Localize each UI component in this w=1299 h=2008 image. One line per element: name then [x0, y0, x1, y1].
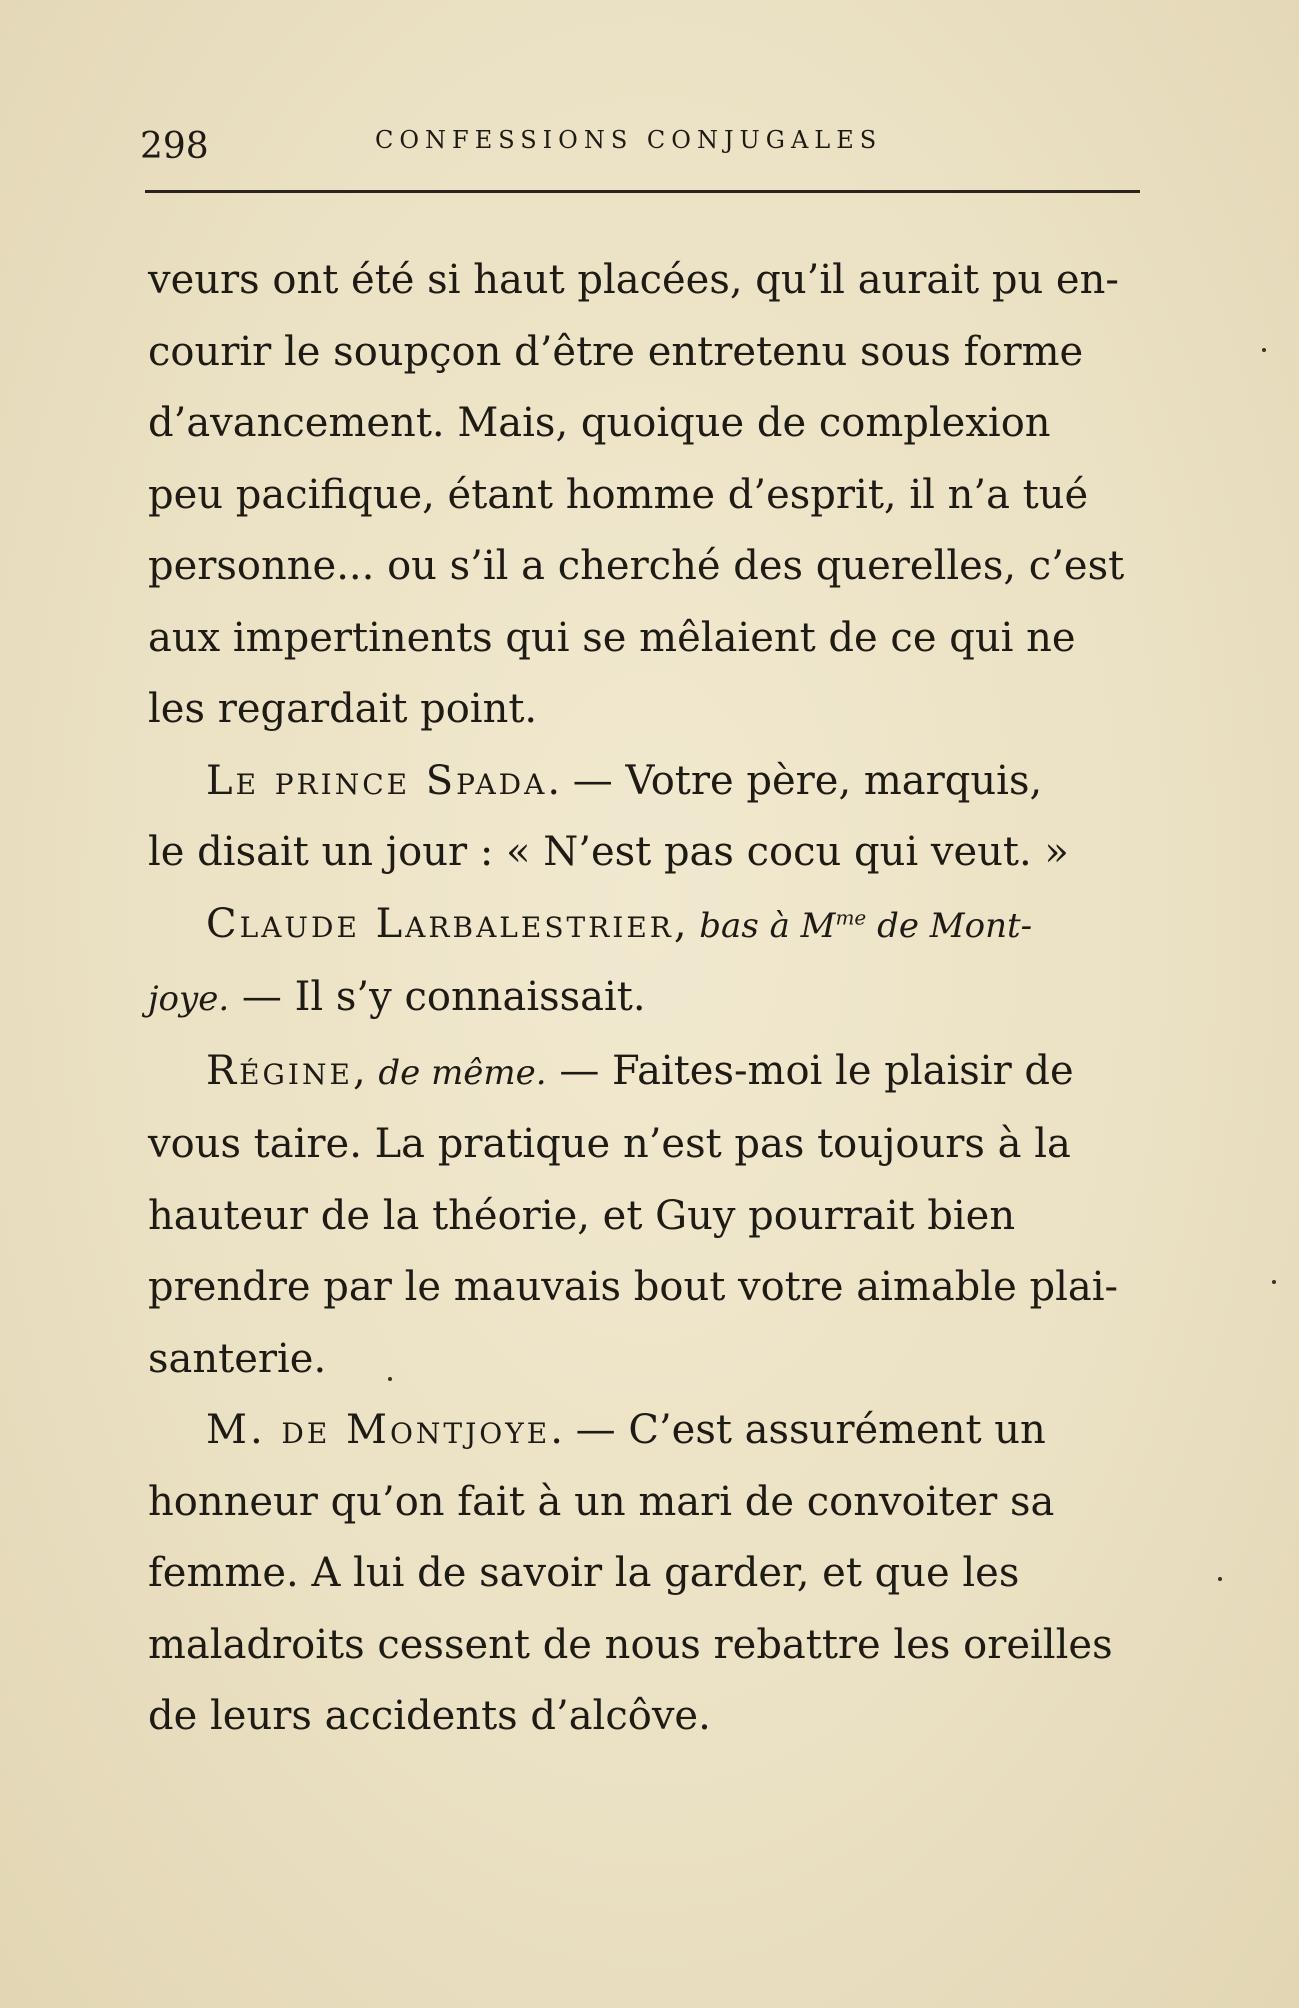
text-line: femme. A lui de savoir la garder, et que les	[148, 1550, 1020, 1596]
speech-regine: Régine, de même. — Faites-moi le plaisir de	[206, 1047, 1074, 1094]
text-line: prendre par le mauvais bout votre aimable plai-	[148, 1264, 1119, 1310]
speech-spada	[148, 746, 1148, 818]
text-line: aux impertinents qui se mêlaient de ce qui ne	[148, 614, 1076, 661]
speaker-name: Claude Larbalestrier	[206, 900, 674, 947]
speaker-name: Régine	[206, 1047, 353, 1094]
speaker-separator: . —	[547, 757, 626, 804]
header-rule	[145, 190, 1140, 193]
text-line: de leurs accidents d’alcôve.	[148, 1693, 711, 1739]
stage-direction: joye.	[148, 979, 230, 1019]
running-title: CONFESSIONS CONJUGALES	[375, 126, 883, 154]
paper-speck	[388, 1377, 392, 1381]
speech-montjoye: M. de Montjoye. — C’est assurément un	[206, 1407, 1046, 1453]
page-number: 298	[140, 126, 209, 167]
body-text	[148, 245, 1148, 1753]
stage-direction: de même.	[378, 1052, 547, 1093]
speaker-name: M. de Montjoye	[206, 1407, 551, 1453]
text-line: courir le soupçon d’être entretenu sous forme	[148, 328, 1084, 375]
text-line: honneur qu’on fait à un mari de convoiter sa	[148, 1478, 1055, 1525]
paper-speck	[1272, 1280, 1276, 1284]
text-line: le disait un jour : « N’est pas cocu qui veut. »	[148, 829, 1069, 875]
paper-speck	[1262, 348, 1266, 352]
speaker-name: Le prince Spada	[206, 757, 548, 804]
text-line: peu pacifique, étant homme d’esprit, il n’a tué	[148, 471, 1089, 518]
text-line: personne... ou s’il a cherché des querelles, c’est	[148, 543, 1125, 589]
speech-text: Il s’y connaissait.	[294, 974, 646, 1020]
text-line: hauteur de la théorie, et Guy pourrait bien	[148, 1192, 1016, 1239]
text-line: vous taire. La pratique n’est pas toujours à la	[148, 1121, 1071, 1167]
text-line: veurs ont été si haut placées, qu’il aurait pu en-	[148, 257, 1119, 303]
text-line: d’avancement. Mais, quoique de complexion	[148, 400, 1051, 446]
text-line: les regardait point.	[148, 686, 538, 732]
text-line: maladroits cessent de nous rebattre les oreilles	[148, 1621, 1113, 1668]
running-head	[140, 112, 1140, 172]
speech-text: Votre père, marquis,	[625, 757, 1043, 804]
paper-speck	[1218, 1577, 1222, 1581]
stage-direction: bas à $M^{me}$ de Mont-	[699, 905, 1033, 946]
text-line: joye. — Il s’y connaissait.	[148, 974, 646, 1020]
text-line: santerie.	[148, 1335, 327, 1382]
speech-claude: Claude Larbalestrier, bas à $M^{me}$ de Mont-	[206, 900, 1033, 947]
speech-text: C’est assurément un	[628, 1407, 1046, 1453]
speech-text: Faites-moi le plaisir de	[612, 1047, 1074, 1094]
